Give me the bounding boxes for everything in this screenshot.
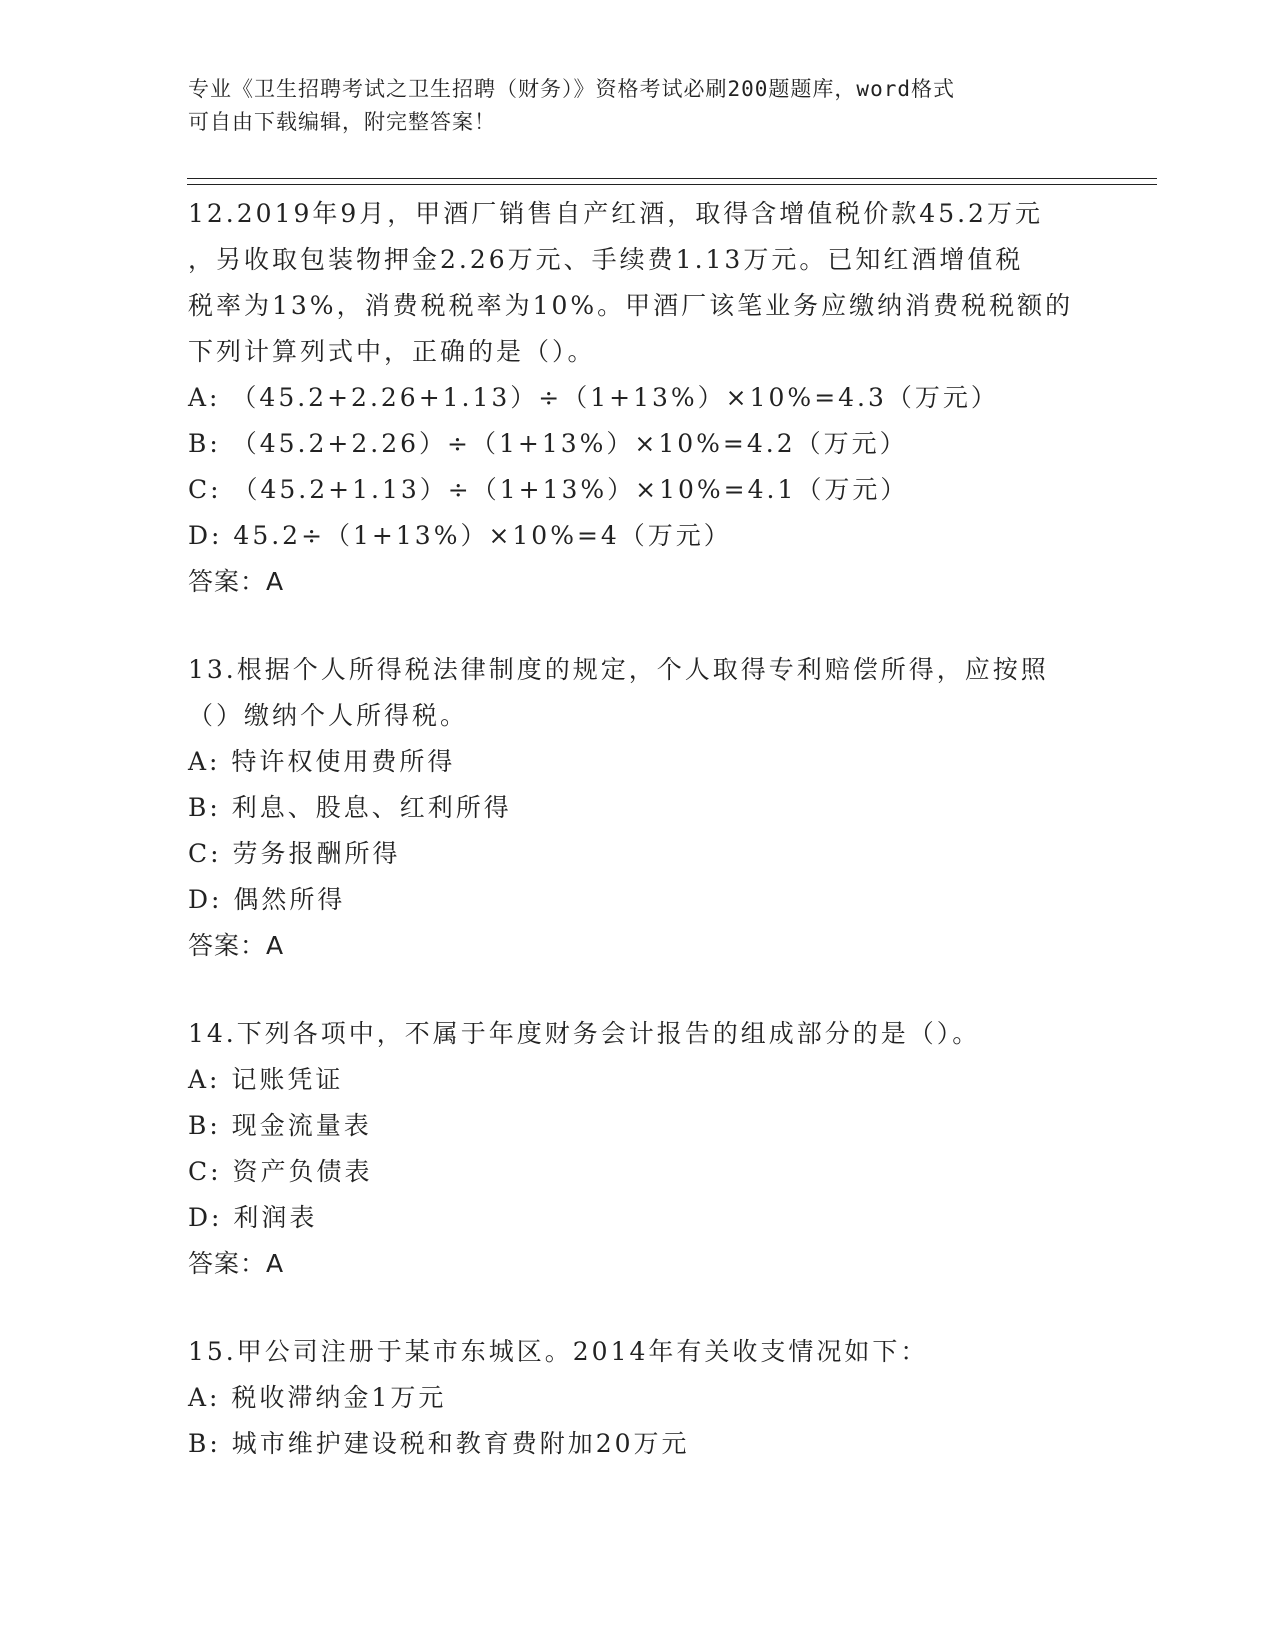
option-b: B: 现金流量表	[188, 1111, 372, 1140]
option-d: D: 偶然所得	[188, 885, 346, 914]
option-c: C: 资产负债表	[188, 1157, 373, 1186]
answer-line: 答案：A	[188, 567, 285, 596]
question-13	[188, 647, 1088, 969]
header-divider-top	[187, 178, 1157, 179]
document-header	[188, 73, 1068, 139]
header-divider-bottom	[187, 184, 1157, 185]
option-a: A: 记账凭证	[188, 1065, 344, 1094]
question-text-line: ，另收取包装物押金2.26万元、手续费1.13万元。已知红酒增值税	[188, 245, 1024, 274]
option-c: C: （45.2+1.13）÷（1+13%）×10%=4.1（万元）	[188, 475, 909, 504]
header-line-1: 专业《卫生招聘考试之卫生招聘（财务）》资格考试必刷200题题库，word格式	[188, 77, 955, 101]
question-list	[188, 191, 1088, 1467]
header-line-2: 可自由下载编辑，附完整答案！	[188, 110, 496, 134]
option-a: A: 税收滞纳金1万元	[188, 1383, 447, 1412]
option-a: A: （45.2+2.26+1.13）÷（1+13%）×10%=4.3（万元）	[188, 383, 999, 412]
question-text-line: 下列计算列式中，正确的是（）。	[188, 337, 596, 366]
question-text-line: 税率为13%，消费税税率为10%。甲酒厂该笔业务应缴纳消费税税额的	[188, 291, 1074, 320]
question-text-line: 13.根据个人所得税法律制度的规定，个人取得专利赔偿所得，应按照	[188, 655, 1049, 684]
option-d: D: 利润表	[188, 1203, 318, 1232]
option-a: A: 特许权使用费所得	[188, 747, 456, 776]
option-d: D: 45.2÷（1+13%）×10%=4（万元）	[188, 521, 732, 550]
question-text-line: （）缴纳个人所得税。	[188, 701, 469, 730]
answer-line: 答案：A	[188, 931, 285, 960]
question-14	[188, 1011, 1088, 1287]
question-15	[188, 1329, 1088, 1467]
question-text-line: 14.下列各项中，不属于年度财务会计报告的组成部分的是（）。	[188, 1019, 981, 1048]
option-b: B: 城市维护建设税和教育费附加20万元	[188, 1429, 690, 1458]
option-c: C: 劳务报酬所得	[188, 839, 401, 868]
option-b: B: 利息、股息、红利所得	[188, 793, 512, 822]
question-12	[188, 191, 1088, 605]
answer-line: 答案：A	[188, 1249, 285, 1278]
option-b: B: （45.2+2.26）÷（1+13%）×10%=4.2（万元）	[188, 429, 908, 458]
question-text-line: 12.2019年9月，甲酒厂销售自产红酒，取得含增值税价款45.2万元	[188, 199, 1043, 228]
question-text-line: 15.甲公司注册于某市东城区。2014年有关收支情况如下：	[188, 1337, 929, 1366]
